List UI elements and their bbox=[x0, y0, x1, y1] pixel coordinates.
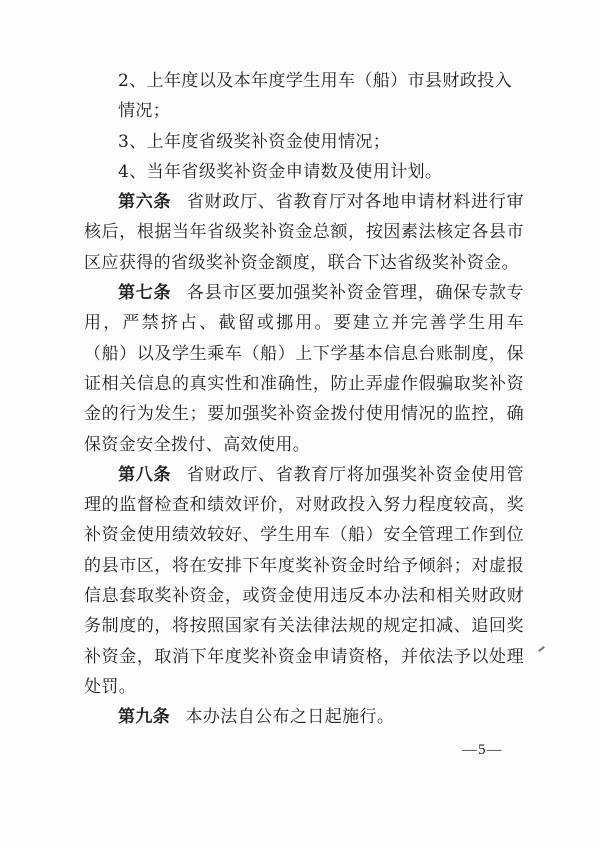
article-8 bbox=[84, 460, 524, 702]
article-title: 第八条 bbox=[118, 464, 172, 485]
article-title: 第九条 bbox=[118, 707, 171, 728]
article-title: 第六条 bbox=[118, 192, 172, 213]
list-item-text: 4、当年省级奖补资金申请数及使用计划。 bbox=[118, 161, 443, 182]
article-text: 各县市区要加强奖补资金管理，确保专款专用，严禁挤占、截留或挪用。要建立并完善学生用车（船）以及学生乘车（船）上下学基本信息台账制度，保证相关信息的真实性和准确性，防止弄虚作假骗取奖补资金的行为发生；要加强奖补资金拨付使用情况的监控，确保资金安全拨付、高效使用。 bbox=[84, 283, 524, 455]
article-text: 省财政厅、省教育厅将加强奖补资金使用管理的监督检查和绩效评价，对财政投入努力程度较高，奖补资金使用绩效较好、学生用车（船）安全管理工作到位的县市区，将在安排下年度奖补资金时给予倾斜；对虚报信息套取奖补资金，或资金使用违反本办法和相关财政财务制度的，将按照国家有关法律法规的规定扣减、追回奖补资金，取消下年度奖补资金申请资格，并依法予以处理处罚。 bbox=[84, 464, 524, 697]
article-text: 本办法自公布之日起施行。 bbox=[185, 707, 395, 728]
article-7 bbox=[84, 278, 524, 460]
page-number: —5— bbox=[462, 742, 503, 758]
list-item-text: 2、上年度以及本年度学生用车（船）市县财政投入情况； bbox=[118, 71, 513, 122]
article-6 bbox=[84, 187, 524, 278]
article-title: 第七条 bbox=[118, 283, 172, 304]
article-9 bbox=[84, 702, 524, 732]
scan-mark bbox=[538, 646, 545, 652]
list-item-4 bbox=[84, 157, 524, 187]
list-item-text: 3、上年度省级奖补资金使用情况； bbox=[118, 131, 391, 152]
article-text: 省财政厅、省教育厅对各地申请材料进行审核后，根据当年省级奖补资金总额，按因素法核定各县市区应获得的省级奖补资金额度，联合下达省级奖补资金。 bbox=[84, 192, 524, 273]
list-item-3 bbox=[84, 127, 524, 157]
list-item-2 bbox=[84, 66, 524, 127]
document-body bbox=[84, 66, 524, 733]
